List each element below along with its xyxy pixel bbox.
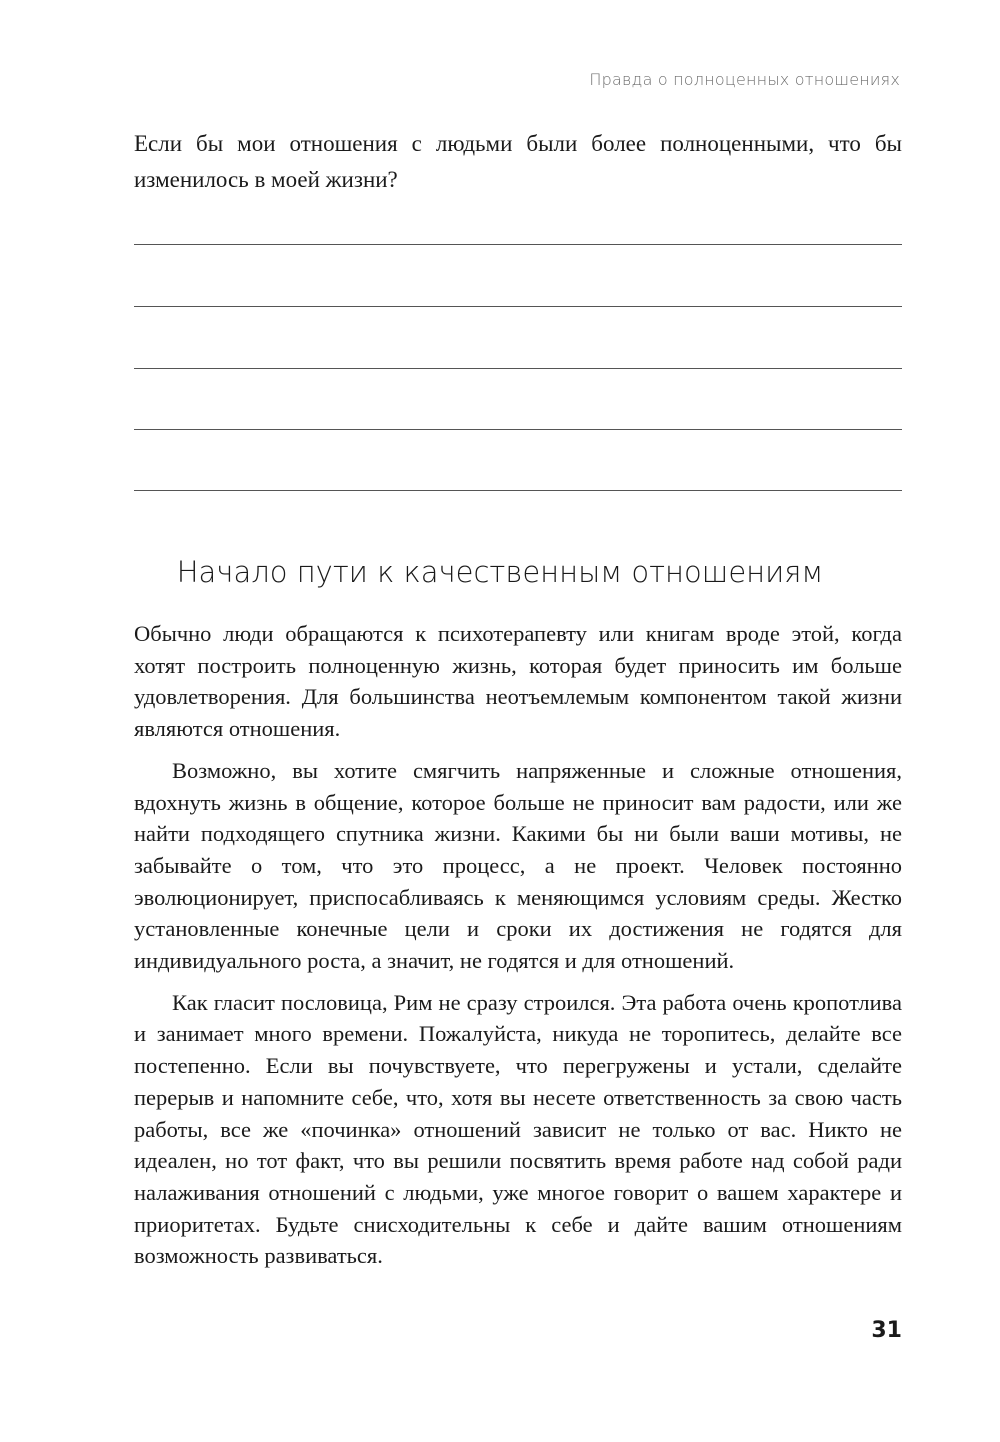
answer-line[interactable] (134, 306, 902, 307)
body-paragraph: Возможно, вы хотите смягчить напряженные и сложные отношения, вдохнуть жизнь в общение, которое больше не приносит вам радости, или же найти подходящего спутника жизни. Какими бы ни были ваши мотивы, не забывайте о том, что это процесс, а не проект. Человек постоянно эволюционирует, приспосабливаясь к меняющимся условиям среды. Жестко установленные конечные цели и сроки их достижения не годятся для индивидуального роста, а значит, не годятся и для отношений. (134, 757, 902, 974)
body-paragraph: Обычно люди обращаются к психотерапевту или книгам вроде этой, когда хотят построить полноценную жизнь, которая будет приносить им больше удовлетворения. Для большинства неотъемлемым компонентом такой жизни являются отношения. (134, 621, 902, 742)
body-paragraph: Как гласит пословица, Рим не сразу строился. Эта работа очень кропотлива и занимает много времени. Пожалуйста, никуда не торопитесь, делайте все постепенно. Если вы почувствуете, что перегружены и устали, сделайте перерыв и напомните себе, что, хотя вы несете ответственность за свою часть работы, все же «починка» отношений зависит не только от вас. Никто не идеален, но тот факт, что вы решили посвятить время работе над собой ради налаживания отношений с людьми, уже многое говорит о вашем характере и приоритетах. Будьте снисходительны к себе и дайте вашим отношениям возможность развиваться. (134, 989, 902, 1269)
section-body (134, 618, 902, 1282)
page-number: 31 (871, 1318, 902, 1343)
answer-line[interactable] (134, 244, 902, 245)
exercise-question: Если бы мои отношения с людьми были более полноценными, что бы изменилось в моей жизни? (134, 131, 902, 192)
section-heading: Начало пути к качественным отношениям (176, 555, 824, 589)
running-header: Правда о полноценных отношениях (589, 70, 900, 89)
answer-line[interactable] (134, 429, 902, 430)
answer-line[interactable] (134, 490, 902, 491)
answer-line[interactable] (134, 368, 902, 369)
